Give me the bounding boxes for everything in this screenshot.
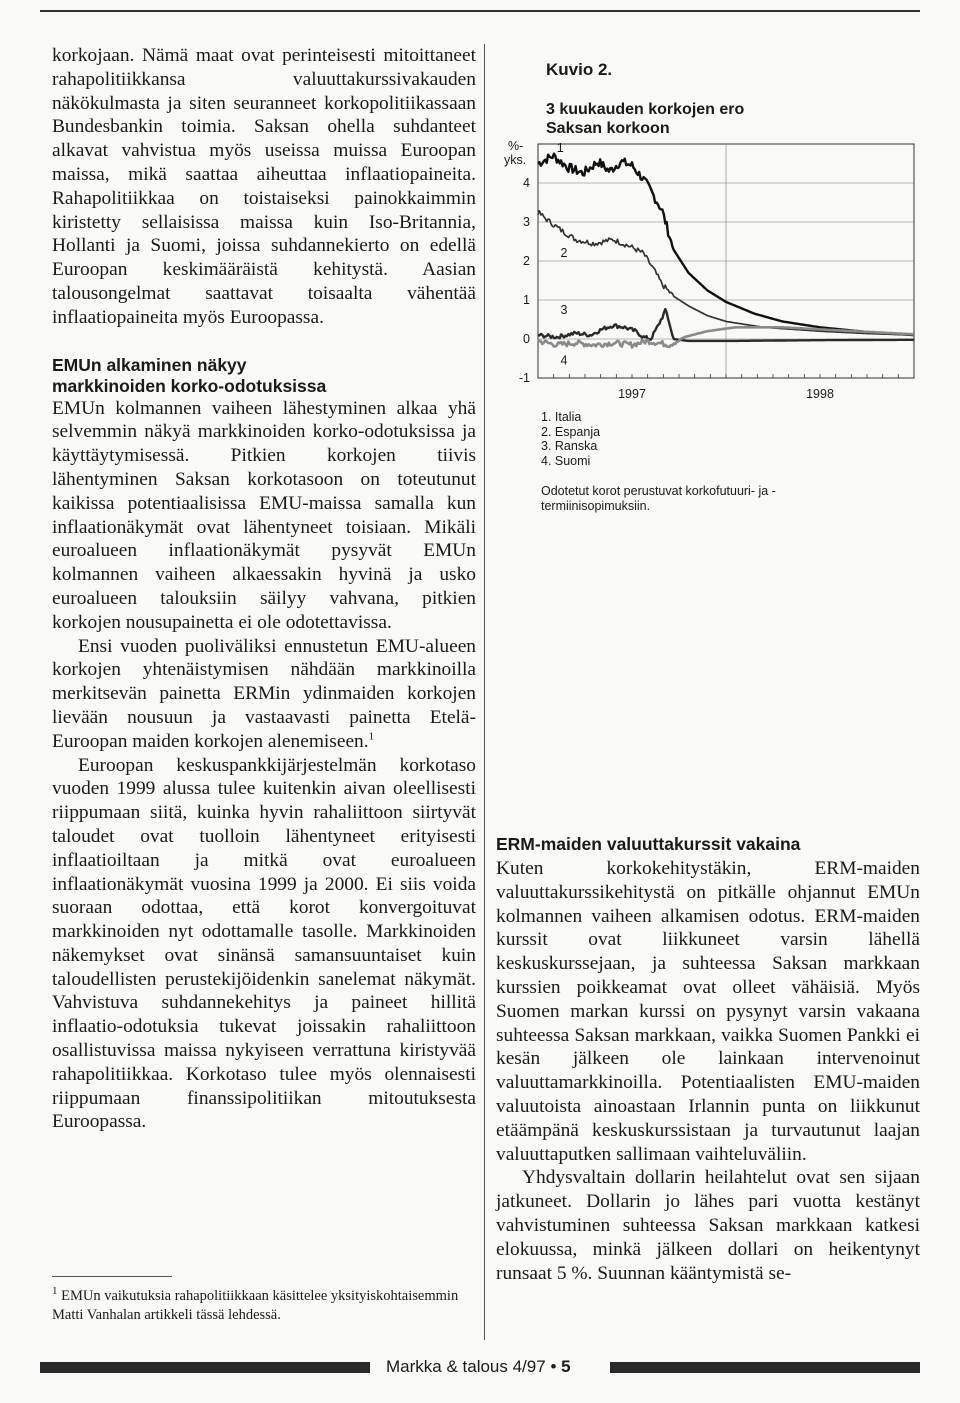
footer-bar-right — [610, 1362, 920, 1373]
top-rule — [40, 10, 920, 12]
y-tick-label: 1 — [523, 293, 530, 307]
series-marker-3: 3 — [560, 302, 568, 317]
footer-publication: Markka & talous 4/97 — [386, 1357, 546, 1376]
chart-labels — [504, 139, 834, 401]
footer-separator: • — [550, 1357, 557, 1376]
footer-bar-left — [40, 1362, 370, 1373]
section-heading-erm: ERM-maiden valuuttakurssit vakaina — [496, 834, 801, 854]
paragraph-emu-3: Euroopan keskuspankkijärjestelmän korkotaso vuoden 1999 alussa tulee kuitenkin aivan oleellisesti riippumaan siitä, kuinka hyvin rahaliittoon siirtyvät taloudet ovat tuolloin lähentyneet erityisesti inflaatioiltaan ja mitkä ovat euroalueen inflaationäkymät vuosina 1999 ja 2000. Ei siis voida suoraan odottaa, että korot konvergoituvat markkinoiden nyt odottamalle tasolle. Markkinoiden näkemykset ovat sinänsä samansuuntaiset kuin taloudellisten perustekijöidenkin sanelemat näkymät. Vahvistuva suhdannekehitys ja paineet hillitä inflaatio-odotuksia tukevat joissakin rahaliittoon osallistuvissa maissa nykyiseen verrattuna kiristyvää rahapolitiikkaa. Korkotaso tulee myös olennaisesti riippumaan finanssipolitiikan mitoutuksesta Euroopassa. — [52, 754, 476, 1133]
chart-legend — [541, 410, 600, 468]
paragraph-emu-1: EMUn kolmannen vaiheen lähestyminen alkaa yhä selvemmin näkyä markkinoiden korko-odotuksissa ja käyttäytymisessä. Pitkien korkojen tiivis lähentyminen Saksan korkotasoon on toteutunut kaikissa potentiaalisissa EMU-maissa samalla kun inflaationäkymät ovat lähentyneet toisiaan. Mikäli euroalueen inflaationäkymät pysyvät EMUn kolmannen vaiheen alkaessakin hyvinä ja usko euroalueen talouksiin säilyy vahvana, pitkien korkojen nousupainetta ei ole odotettavissa. — [52, 397, 476, 633]
y-tick-label: -1 — [518, 371, 530, 385]
intro-paragraph: korkojaan. Nämä maat ovat perinteisesti mitoittaneet rahapolitiikkansa valuuttakurssivakauden näkökulmasta ja siten seuranneet korkopolitiikassaan Bundesbankin toimia. Saksan ohella suhdanteet alkavat vahvistua myös useissa muissa Euroopan maissa, mikä saattaa aiheuttaa inflaatiopaineita. Rahapolitiikkaa on toistaiseksi painokkaimmin kiristetty sellaisissa maissa kuin Iso-Britannia, Hollanti ja Suomi, joissa suhdannekierto on edellä Euroopan keskimääräistä kehitystä. Aasian talousongelmat saattavat toisaalta vähentää inflaatiopaineita myös Euroopassa. — [52, 45, 476, 328]
legend-item-1: 1. Italia — [541, 410, 582, 424]
figure-title-line2: Saksan korkoon — [546, 120, 670, 137]
chart-grid — [538, 144, 914, 378]
series-marker-4: 4 — [560, 353, 568, 368]
footnote-rule — [52, 1276, 172, 1277]
x-tick-label: 1997 — [618, 387, 646, 401]
y-tick-label: 2 — [523, 254, 530, 268]
left-column — [52, 44, 476, 1134]
x-tick-label: 1998 — [806, 387, 834, 401]
legend-item-4: 4. Suomi — [541, 453, 591, 468]
y-tick-label: 4 — [523, 176, 530, 190]
right-column-text — [496, 834, 920, 1285]
section-heading-line1: EMUn alkaminen näkyy — [52, 354, 247, 375]
series-marker-2: 2 — [560, 246, 568, 261]
footnote-text: EMUn vaikutuksia rahapolitiikkaan käsittelee yksityiskohtaisemmin Matti Vanhalan artikkeli tässä lehdessä. — [52, 1288, 459, 1323]
column-divider — [484, 44, 485, 1340]
y-tick-label: 3 — [523, 215, 530, 229]
section-heading-emu — [52, 355, 476, 397]
y-axis-unit: %- — [508, 139, 524, 153]
paragraph-erm-2: Yhdysvaltain dollarin heilahtelut ovat sen sijaan jatkuneet. Dollarin jo lähes pari vuotta kestänyt vahvistuminen suhteessa Saksan markkaan katkesi elokuussa, minkä jälkeen dollari on heikentynyt runsaat 5 %. Suunnan kääntymistä se- — [496, 1167, 920, 1284]
figure-label: Kuvio 2. — [546, 60, 613, 79]
footnote — [52, 1287, 476, 1325]
footnote-reference: 1 — [368, 730, 375, 743]
series-marker-1: 1 — [556, 140, 564, 155]
paragraph-emu-2-text: Ensi vuoden puoliväliksi ennustetun EMU-alueen korkojen yhtenäistymisen nähdään markkinoilla merkitsevän painetta ERMin ydinmaiden korkojen lievään nousuun ja vastaavasti painetta Etelä-Euroopan maiden korkojen alenemiseen. — [52, 635, 476, 752]
legend-item-2: 2. Espanja — [541, 424, 601, 439]
figure-title-line1: 3 kuukauden korkojen ero — [546, 101, 745, 118]
y-axis-unit-line2: yks. — [504, 153, 527, 167]
interest-spread-chart — [500, 138, 920, 406]
footer-page-number: 5 — [561, 1357, 571, 1376]
section-heading-line2: markkinoiden korko-odotuksissa — [52, 375, 327, 396]
figure-note: Odotetut korot perustuvat korkofutuuri- ja -termiinisopimuksiin. — [541, 484, 776, 513]
legend-item-3: 3. Ranska — [541, 439, 598, 453]
paragraph-emu-2 — [52, 635, 476, 754]
paragraph-erm-1: Kuten korkokehitystäkin, ERM-maiden valuuttakurssikehitystä on pitkälle ohjannut EMUn kolmannen vaiheen alkamisen odotus. ERM-maiden kurssit ovat liikkuneet varsin lähellä keskuskurssejaan, ja suhteessa Saksan markkaan kurssien poikkeamat ovat olleet vähäisiä. Myös Suomen markan kurssi on pysynyt varsin vakaana suhteessa Saksan markkaan, vaikka Suomen Pankki ei kesän jälkeen ole lainkaan intervenoinut valuuttamarkkinoilla. Potentiaalisten EMU-maiden valuutoista ainoastaan Irlannin punta on liikkunut etäämpänä keskuskurssistaan ja turvautunut laajan valuuttaputken sallimaan vaihteluväliin. — [496, 858, 920, 1165]
figure-title — [546, 100, 886, 138]
footer-text — [386, 1357, 592, 1377]
footnote-mark: 1 — [52, 1285, 58, 1298]
y-tick-label: 0 — [523, 332, 530, 346]
